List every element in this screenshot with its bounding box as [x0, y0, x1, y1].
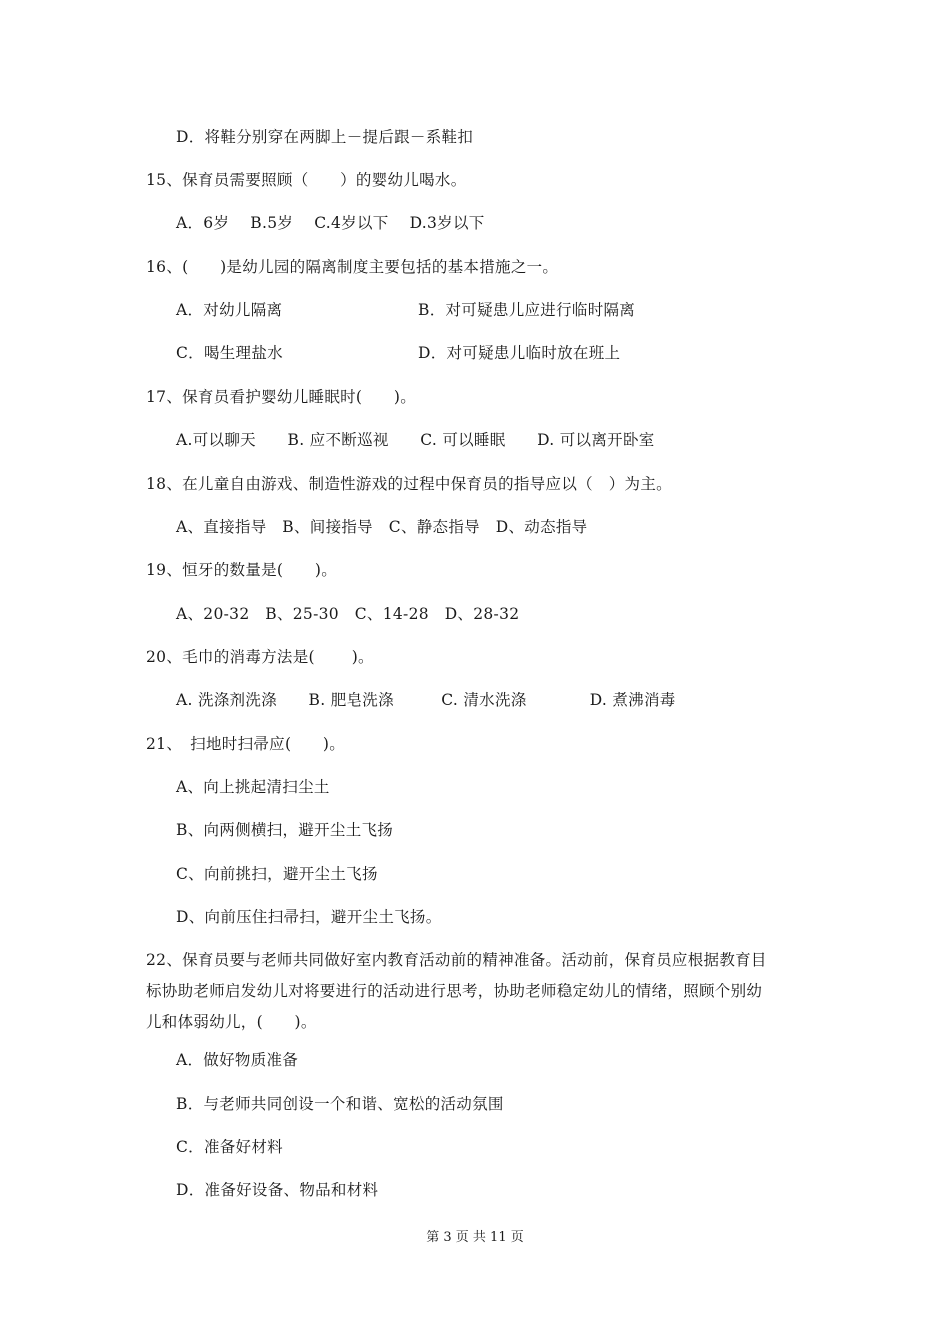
q20-options: A. 洗涤剂洗涤 B. 肥皂洗涤 C. 清水洗涤 D. 煮沸消毒 [176, 691, 676, 709]
q22-stem-line1: 22、保育员要与老师共同做好室内教育活动前的精神准备。活动前，保育员应根据教育目 [146, 951, 767, 969]
q21-option-c: C、向前挑扫，避开尘土飞扬 [176, 865, 378, 883]
q21-stem: 21、 扫地时扫帚应( )。 [146, 735, 346, 753]
q19-options: A、20-32 B、25-30 C、14-28 D、28-32 [176, 605, 520, 623]
q22-option-c: C．准备好材料 [176, 1138, 283, 1156]
q17-options: A.可以聊天 B. 应不断巡视 C. 可以睡眠 D. 可以离开卧室 [176, 431, 655, 449]
q19-stem: 19、恒牙的数量是( )。 [146, 561, 338, 579]
q22-stem-line3: 儿和体弱幼儿，( )。 [146, 1013, 317, 1031]
q17-stem: 17、保育员看护婴幼儿睡眠时( )。 [146, 388, 417, 406]
q16-stem: 16、( )是幼儿园的隔离制度主要包括的基本措施之一。 [146, 258, 559, 276]
q22-option-b: B．与老师共同创设一个和谐、宽松的活动氛围 [176, 1095, 504, 1113]
q18-options: A、直接指导 B、间接指导 C、静态指导 D、动态指导 [176, 518, 588, 536]
q16-option-b: B．对可疑患儿应进行临时隔离 [418, 301, 636, 319]
q14-option-d: D．将鞋分别穿在两脚上－提后跟－系鞋扣 [176, 128, 474, 146]
page-footer: 第 3 页 共 11 页 [426, 1230, 524, 1245]
q20-stem: 20、毛巾的消毒方法是( )。 [146, 648, 374, 666]
q21-option-a: A、向上挑起清扫尘土 [176, 778, 330, 796]
q16-option-c: C．喝生理盐水 [176, 344, 283, 362]
q22-option-d: D．准备好设备、物品和材料 [176, 1181, 379, 1199]
q16-option-d: D．对可疑患儿临时放在班上 [418, 344, 621, 362]
q15-stem: 15、保育员需要照顾（ ）的婴幼儿喝水。 [146, 171, 467, 189]
q16-option-a: A．对幼儿隔离 [176, 301, 283, 319]
q15-options: A．6岁 B.5岁 C.4岁以下 D.3岁以下 [176, 214, 485, 232]
q21-option-b: B、向两侧横扫，避开尘土飞扬 [176, 821, 394, 839]
q22-option-a: A．做好物质准备 [176, 1051, 299, 1069]
q18-stem: 18、在儿童自由游戏、制造性游戏的过程中保育员的指导应以（ ）为主。 [146, 475, 672, 493]
q21-option-d: D、向前压住扫帚扫，避开尘土飞扬。 [176, 908, 442, 926]
q22-stem-line2: 标协助老师启发幼儿对将要进行的活动进行思考，协助老师稳定幼儿的情绪，照顾个别幼 [146, 982, 763, 1000]
